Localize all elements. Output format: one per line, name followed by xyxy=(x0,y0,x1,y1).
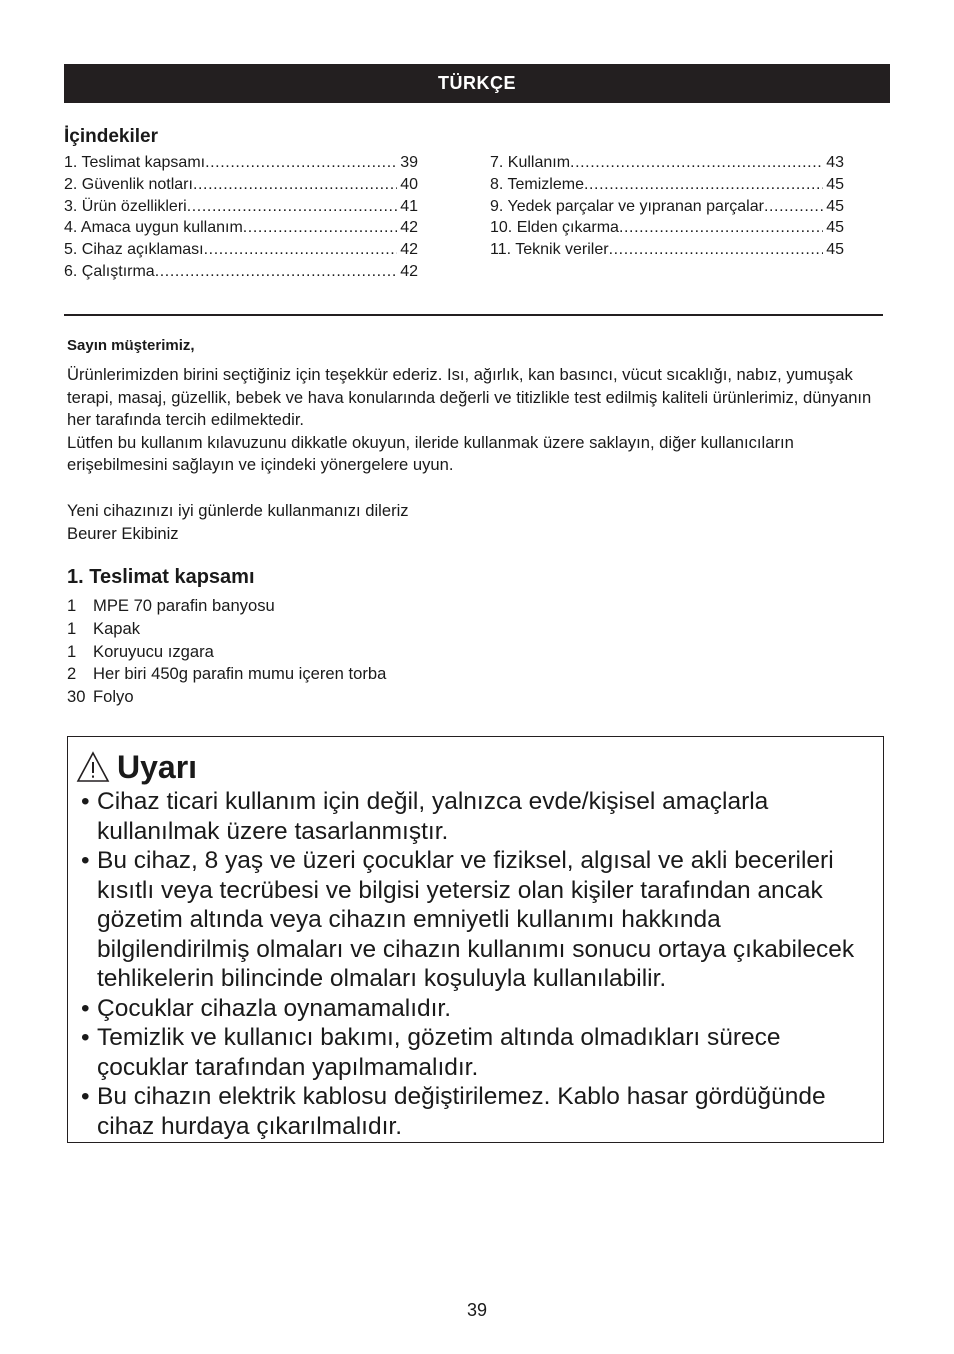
toc-entry[interactable] xyxy=(64,152,418,174)
toc-entry[interactable] xyxy=(64,239,418,261)
language-header-bar xyxy=(64,64,890,103)
list-item xyxy=(67,618,667,641)
toc-leader-dots xyxy=(193,174,397,196)
list-item xyxy=(67,663,667,686)
toc-entry[interactable] xyxy=(490,217,844,239)
list-item xyxy=(80,846,872,994)
bullet-icon: • xyxy=(81,788,90,815)
toc-entry-page: 42 xyxy=(400,262,418,280)
bullet-icon: • xyxy=(81,1024,90,1051)
toc-leader-dots xyxy=(609,239,824,261)
item-text: Her biri 450g parafin mumu içeren torba xyxy=(93,664,387,684)
bullet-icon: • xyxy=(81,1083,90,1110)
toc-entry[interactable] xyxy=(490,174,844,196)
toc-entry-page: 42 xyxy=(400,241,418,259)
toc-entry-label: 6. Çalıştırma xyxy=(64,262,155,280)
toc-entry[interactable] xyxy=(64,196,418,218)
toc-leader-dots xyxy=(764,196,823,218)
toc-left-column xyxy=(64,152,418,283)
language-title: TÜRKÇE xyxy=(438,73,516,93)
warning-item-text: Çocuklar cihazla oynamamalıdır. xyxy=(97,994,452,1022)
toc-leader-dots xyxy=(243,217,397,239)
toc-entry-label: 5. Cihaz açıklaması xyxy=(64,241,204,259)
toc-entry-page: 45 xyxy=(826,175,844,193)
intro-paragraph: Lütfen bu kullanım kılavuzunu dikkatle okuyun, ileride kullanmak üzere saklayın, diğer kullanıcıların erişebilmesini sağlayın ve içindeki yönergelere uyun. xyxy=(67,432,794,474)
toc-entry-label: 4. Amaca uygun kullanım xyxy=(64,219,243,237)
toc-leader-dots xyxy=(205,152,397,174)
toc-entry-label: 1. Teslimat kapsamı xyxy=(64,154,206,171)
toc-entry-label: 8. Temizleme xyxy=(490,175,584,193)
item-text: MPE 70 parafin banyosu xyxy=(93,596,275,615)
toc-title: İçindekiler xyxy=(64,126,158,147)
warning-list xyxy=(80,787,872,1141)
item-quantity: 1 xyxy=(67,618,77,638)
toc-entry-label: 7. Kullanım xyxy=(490,154,571,171)
toc-leader-dots xyxy=(619,217,823,239)
toc-entry-page: 43 xyxy=(826,154,844,171)
toc-entry-page: 40 xyxy=(400,175,418,193)
toc-entry-page: 45 xyxy=(826,219,844,237)
toc-entry-label: 3. Ürün özellikleri xyxy=(64,197,187,215)
signature-line: Beurer Ekibiniz xyxy=(67,524,179,543)
toc-entry[interactable] xyxy=(64,174,418,196)
warning-title: Uyarı xyxy=(117,749,198,785)
page-number: 39 xyxy=(466,1300,488,1320)
bullet-icon: • xyxy=(81,847,90,874)
warning-item-text: Temizlik ve kullanıcı bakımı, gözetim altında olmadıkları sürece çocuklar tarafından yapılmamalıdır. xyxy=(97,1024,781,1081)
toc-leader-dots xyxy=(155,261,398,283)
closing-text xyxy=(67,499,767,545)
list-item xyxy=(67,641,667,664)
toc-entry[interactable] xyxy=(490,239,844,261)
toc-entry-label: 10. Elden çıkarma xyxy=(490,219,619,237)
toc-entry-page: 41 xyxy=(400,197,418,215)
bullet-icon: • xyxy=(81,994,90,1022)
warning-box xyxy=(67,736,884,1143)
intro-paragraph: Ürünlerimizden birini seçtiğiniz için teşekkür ederiz. Isı, ağırlık, kan basıncı, vücut sıcaklığı, nabız, yumuşak terapi, masaj, güzellik, bebek ve hava konularında değerli ve titizlikle test edilmiş kaliteli ürünlerimiz, dünyanın her tarafında tercih edilmektedir. xyxy=(67,365,872,429)
list-item xyxy=(80,787,872,846)
item-quantity: 1 xyxy=(67,596,77,615)
toc-right-column xyxy=(490,152,844,261)
list-item xyxy=(67,686,667,709)
delivery-section-title: 1. Teslimat kapsamı xyxy=(67,566,255,588)
list-item xyxy=(80,994,872,1024)
item-text: Kapak xyxy=(93,618,141,638)
item-quantity: 2 xyxy=(67,664,77,684)
item-text: Koruyucu ızgara xyxy=(93,641,214,661)
list-item xyxy=(80,1023,872,1082)
warning-item-text: Cihaz ticari kullanım için değil, yalnızca evde/kişisel amaçlarla kullanılmak üzere tasarlanmıştır. xyxy=(97,788,769,845)
toc-entry[interactable] xyxy=(64,261,418,283)
toc-leader-dots xyxy=(204,239,398,261)
toc-entry-page: 45 xyxy=(826,197,844,215)
warning-item-text: Bu cihazın elektrik kablosu değiştirilemez. Kablo hasar gördüğünde cihaz hurdaya çıkarılmalıdır. xyxy=(97,1083,826,1140)
closing-line: Yeni cihazınızı iyi günlerde kullanmanızı dileriz xyxy=(67,501,409,520)
toc-entry-page: 45 xyxy=(826,241,844,259)
warning-item-text: Bu cihaz, 8 yaş ve üzeri çocuklar ve fiziksel, algısal ve akli becerileri kısıtlı veya tecrübesi ve bilgisi yetersiz olan kişiler tarafından ancak gözetim altında veya cihazın emniyetli kullanımı hakkında bilgilendirilmiş olmaları ve cihazın kullanımı sonucu ortaya çıkabilecek tehlikelerin bilincinde olmaları koşuluyla kullanılabilir. xyxy=(97,847,855,992)
toc-entry[interactable] xyxy=(64,217,418,239)
toc-entry-page: 39 xyxy=(400,154,418,171)
toc-leader-dots xyxy=(584,174,823,196)
item-quantity: 30 xyxy=(67,687,86,707)
toc-entry[interactable] xyxy=(490,196,844,218)
toc-entry[interactable] xyxy=(490,152,844,174)
toc-leader-dots xyxy=(570,152,823,174)
item-text: Folyo xyxy=(93,687,134,707)
list-item xyxy=(67,595,667,618)
warning-triangle-icon xyxy=(76,751,110,783)
delivery-list xyxy=(67,595,667,709)
salutation: Sayın müşterimiz, xyxy=(67,337,195,354)
toc-entry-page: 42 xyxy=(400,219,418,237)
section-divider xyxy=(64,314,883,316)
intro-text xyxy=(67,364,887,477)
toc-entry-label: 9. Yedek parçalar ve yıpranan parçalar xyxy=(490,197,764,215)
toc-entry-label: 11. Teknik veriler xyxy=(490,241,609,259)
item-quantity: 1 xyxy=(67,641,77,661)
warning-heading xyxy=(76,748,197,786)
toc-leader-dots xyxy=(187,196,397,218)
toc-entry-label: 2. Güvenlik notları xyxy=(64,175,193,193)
list-item xyxy=(80,1082,872,1141)
